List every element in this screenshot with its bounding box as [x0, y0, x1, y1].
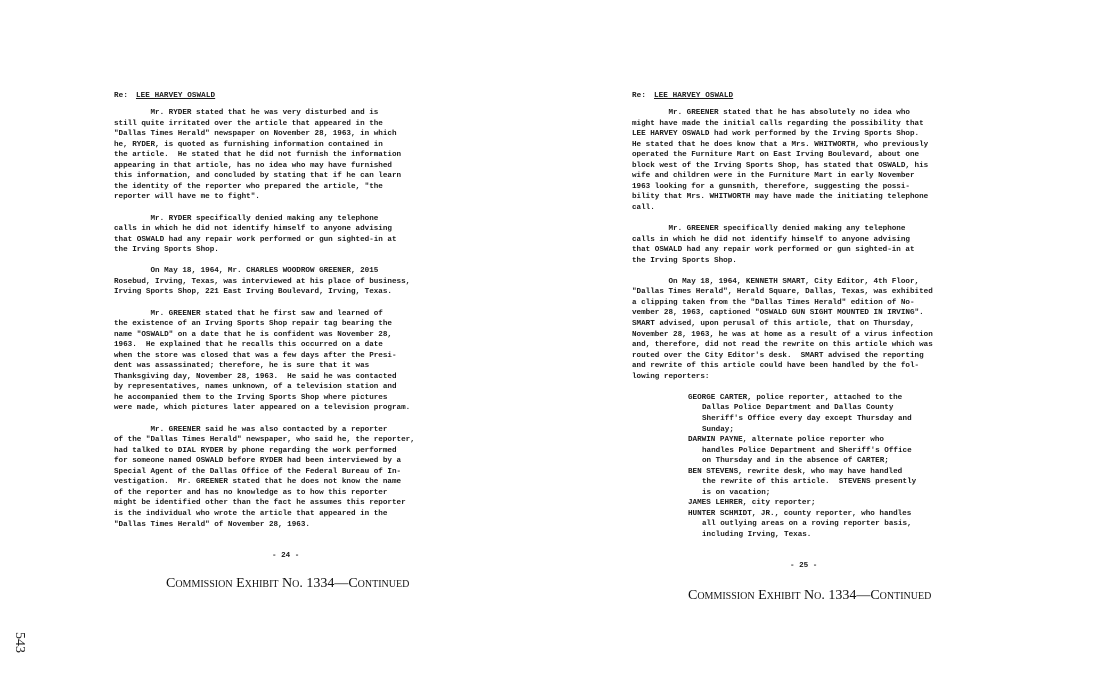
text-line: Mr. GREENER stated that he first saw and learned of	[114, 309, 383, 318]
text-line: reporter will have me to fight".	[114, 193, 260, 202]
text-line: including Irving, Texas.	[702, 531, 812, 540]
text-line: calls in which he did not identify himself to anyone advising	[632, 235, 910, 244]
paragraph	[114, 108, 494, 203]
reporter-entry	[632, 498, 1012, 509]
text-line: bility that Mrs. WHITWORTH may have made the initiating telephone	[632, 193, 929, 202]
paragraph	[114, 266, 494, 298]
left-page-body	[114, 108, 494, 541]
text-line: wife and children were in the Furniture Mart in early November	[632, 172, 915, 181]
text-line: he accompanied them to the Irving Sports Shop where pictures	[114, 393, 388, 402]
text-line: the rewrite of this article. STEVENS presently	[702, 478, 917, 487]
text-line: a clipping taken from the "Dallas Times Herald" edition of No-	[632, 298, 915, 307]
text-line: that OSWALD had any repair work performed or gun sighted-in at	[632, 246, 915, 255]
text-line: of the reporter and has no knowledge as to how this reporter	[114, 488, 388, 497]
paragraph	[114, 309, 494, 414]
text-line: the identity of the reporter who prepared the article, "the	[114, 182, 383, 191]
text-line: On May 18, 1964, Mr. CHARLES WOODROW GREENER, 2015	[114, 267, 379, 276]
text-line: this information, and concluded by stating that if he can learn	[114, 172, 402, 181]
text-line: Mr. RYDER specifically denied making any telephone	[114, 214, 379, 223]
text-line: "Dallas Times Herald" newspaper on November 28, 1963, in which	[114, 130, 397, 139]
reporter-entry	[632, 435, 1012, 467]
re-label: Re:	[632, 92, 646, 100]
re-subject: LEE HARVEY OSWALD	[135, 92, 216, 100]
reporter-entry	[632, 509, 1012, 541]
paragraph	[632, 277, 1012, 382]
text-line: 1963 looking for a gunsmith, therefore, suggesting the possi-	[632, 182, 910, 191]
paragraph	[114, 214, 494, 256]
text-line: the Irving Sports Shop.	[114, 246, 219, 255]
re-label: Re:	[114, 92, 128, 100]
text-line: On May 18, 1964, KENNETH SMART, City Editor, 4th Floor,	[632, 277, 920, 286]
text-line: DARWIN PAYNE, alternate police reporter who	[688, 436, 884, 445]
text-line: might be identified other than the fact he assumes this reporter	[114, 499, 406, 508]
text-line: Mr. GREENER said he was also contacted by a reporter	[114, 425, 388, 434]
paragraph	[114, 425, 494, 530]
text-line: JAMES LEHRER, city reporter;	[688, 499, 816, 508]
re-subject: LEE HARVEY OSWALD	[653, 92, 734, 100]
exhibit-caption: Commission Exhibit No. 1334—Continued	[166, 576, 410, 591]
text-line: Mr. GREENER stated that he has absolutely no idea who	[632, 109, 910, 117]
reporter-entry	[632, 393, 1012, 435]
exhibit-caption: Commission Exhibit No. 1334—Continued	[688, 588, 932, 603]
text-line: November 28, 1963, he was at home as a result of a virus infection	[632, 330, 933, 339]
text-line: and, therefore, did not read the rewrite on this article which was	[632, 341, 933, 350]
re-line	[632, 92, 733, 100]
text-line: on Thursday and in the absence of CARTER;	[702, 457, 889, 466]
text-line: Mr. RYDER stated that he was very disturbed and is	[114, 109, 379, 117]
text-line: handles Police Department and Sheriff's Office	[702, 446, 912, 455]
paragraph	[632, 224, 1012, 266]
text-line: call.	[632, 203, 655, 212]
text-line: the existence of an Irving Sports Shop repair tag bearing the	[114, 320, 392, 329]
text-line: that OSWALD had any repair work performed or gun sighted-in at	[114, 235, 397, 244]
text-line: calls in which he did not identify himself to anyone advising	[114, 225, 392, 234]
text-line: "Dallas Times Herald", Herald Square, Dallas, Texas, was exhibited	[632, 288, 933, 297]
volume-page-number: 543	[12, 632, 27, 653]
text-line: of the "Dallas Times Herald" newspaper, who said he, the reporter,	[114, 436, 415, 445]
page-number: - 24 -	[272, 552, 300, 560]
text-line: all outlying areas on a roving reporter basis,	[702, 520, 912, 529]
text-line: is the individual who wrote the article that appeared in the	[114, 509, 388, 518]
text-line: He stated that he does know that a Mrs. WHITWORTH, who previously	[632, 140, 929, 149]
re-line	[114, 92, 215, 100]
text-line: routed over the City Editor's desk. SMART advised the reporting	[632, 351, 924, 360]
text-line: Sheriff's Office every day except Thursday and	[702, 415, 912, 423]
text-line: "Dallas Times Herald" of November 28, 1963.	[114, 520, 310, 529]
reporter-entry	[632, 467, 1012, 499]
text-line: the article. He stated that he did not furnish the information	[114, 151, 402, 160]
text-line: block west of the Irving Sports Shop, has stated that OSWALD, his	[632, 161, 929, 170]
text-line: still quite irritated over the article that appeared in the	[114, 119, 383, 128]
text-line: BEN STEVENS, rewrite desk, who may have handled	[688, 467, 903, 476]
text-line: is on vacation;	[702, 488, 771, 497]
text-line: dent was assassinated; therefore, he is sure that it was	[114, 362, 370, 371]
text-line: Sunday;	[702, 425, 734, 434]
text-line: Thanksgiving day, November 28, 1963. He said he was contacted	[114, 372, 397, 381]
text-line: might have made the initial calls regarding the possibility that	[632, 119, 924, 128]
text-line: operated the Furniture Mart on East Irving Boulevard, about one	[632, 151, 920, 160]
text-line: the Irving Sports Shop.	[632, 256, 737, 265]
text-line: Irving Sports Shop, 221 East Irving Boulevard, Irving, Texas.	[114, 288, 392, 297]
paragraph	[632, 108, 1012, 213]
text-line: had talked to DIAL RYDER by phone regarding the work performed	[114, 446, 397, 455]
text-line: 1963. He explained that he recalls this occurred on a date	[114, 341, 383, 350]
text-line: when the store was closed that was a few days after the Presi-	[114, 351, 397, 360]
text-line: name "OSWALD" on a date that he is confident was November 28,	[114, 330, 392, 339]
text-line: vestigation. Mr. GREENER stated that he does not know the name	[114, 478, 402, 487]
left-page	[114, 0, 494, 691]
right-page	[632, 0, 1012, 691]
text-line: lowing reporters:	[632, 372, 710, 381]
text-line: GEORGE CARTER, police reporter, attached to the	[688, 393, 903, 402]
text-line: appearing in that article, has no idea who may have furnished	[114, 161, 392, 170]
text-line: were made, which pictures later appeared on a television program.	[114, 404, 411, 413]
text-line: and rewrite of this article could have been handled by the fol-	[632, 362, 920, 371]
text-line: LEE HARVEY OSWALD had work performed by the Irving Sports Shop.	[632, 130, 920, 139]
text-line: Special Agent of the Dallas Office of the Federal Bureau of In-	[114, 467, 402, 476]
text-line: Mr. GREENER specifically denied making any telephone	[632, 225, 906, 234]
text-line: HUNTER SCHMIDT, JR., county reporter, who handles	[688, 509, 912, 518]
text-line: SMART advised, upon perusal of this article, that on Thursday,	[632, 320, 915, 329]
text-line: by representatives, names unknown, of a television station and	[114, 383, 397, 392]
reporter-list	[632, 393, 1012, 541]
text-line: Dallas Police Department and Dallas County	[702, 404, 894, 413]
text-line: for someone named OSWALD before RYDER had been interviewed by a	[114, 457, 402, 466]
page-number: - 25 -	[790, 562, 818, 570]
right-page-body	[632, 108, 1012, 541]
text-line: vember 28, 1963, captioned "OSWALD GUN SIGHT MOUNTED IN IRVING".	[632, 309, 924, 318]
text-line: Rosebud, Irving, Texas, was interviewed at his place of business,	[114, 277, 411, 286]
text-line: he, RYDER, is quoted as furnishing information contained in	[114, 140, 383, 149]
